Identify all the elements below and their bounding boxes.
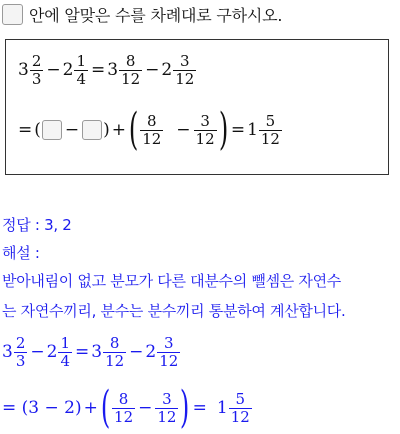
whole-number: 1 (216, 398, 228, 418)
question-text: 안에 알맞은 수를 차례대로 구하시오. (29, 6, 283, 25)
right-paren: ) (103, 120, 110, 140)
whole-difference: = (3 − 2) (2, 398, 82, 418)
whole-number: 3 (91, 342, 103, 362)
fraction: $\frac{3}{12}$ (157, 390, 177, 426)
fraction: $\frac{2}{3}$ (15, 334, 26, 370)
fraction: $\frac{5}{12}$ (260, 112, 280, 148)
fraction: $\frac{8}{12}$ (114, 390, 134, 426)
fraction: $\frac{8}{12}$ (121, 52, 141, 88)
whole-number: 2 (46, 342, 58, 362)
whole-number: 3 (107, 60, 119, 80)
fraction: $\frac{8}{12}$ (142, 112, 162, 148)
fraction: $\frac{2}{3}$ (31, 52, 42, 88)
big-left-paren: ( (100, 382, 111, 433)
explanation-math-line-1 (2, 335, 181, 369)
minus-sign: − (129, 342, 144, 362)
plus-sign: + (83, 398, 98, 418)
left-paren: ( (34, 120, 41, 140)
explanation-text-2: 는 자연수끼리, 분수는 분수끼리 통분하여 계산합니다. (2, 302, 346, 320)
minus-sign: − (138, 398, 153, 418)
fraction: $\frac{3}{12}$ (195, 112, 215, 148)
answer-blank-2[interactable] (82, 120, 102, 140)
whole-number: 2 (145, 342, 157, 362)
minus-sign: − (30, 342, 45, 362)
explanation-text-1: 받아내림이 없고 분모가 다른 대분수의 뺄셈은 자연수 (2, 272, 341, 290)
fraction: $\frac{3}{12}$ (159, 334, 179, 370)
equals-sign: = (75, 342, 90, 362)
whole-number: 3 (18, 60, 29, 80)
equals-sign: = (192, 398, 207, 418)
equals-sign: = (18, 120, 33, 140)
whole-number: 2 (161, 60, 173, 80)
big-right-paren: ) (218, 104, 228, 155)
minus-sign: − (64, 120, 80, 140)
problem-line-2 (18, 104, 283, 155)
fraction: $\frac{8}{12}$ (105, 334, 125, 370)
big-left-paren: ( (128, 104, 139, 155)
explanation-label: 해설 : (2, 244, 40, 262)
equals-sign: = (230, 120, 246, 140)
whole-number: 2 (62, 60, 74, 80)
answer-blank-1[interactable] (42, 120, 62, 140)
minus-sign: − (46, 60, 61, 80)
answer-line: 정답 : 3, 2 (2, 216, 72, 234)
explanation-math-line-2 (2, 382, 253, 433)
big-right-paren: ) (180, 382, 190, 433)
fraction: $\frac{3}{12}$ (175, 52, 195, 88)
blank-box-icon (2, 4, 23, 25)
fraction: $\frac{5}{12}$ (230, 390, 250, 426)
minus-sign: − (176, 120, 191, 140)
problem-box (5, 39, 389, 175)
problem-line-1 (18, 53, 197, 87)
equals-sign: = (91, 60, 106, 80)
question-line (2, 3, 282, 26)
fraction: $\frac{1}{4}$ (76, 52, 86, 88)
whole-number: 3 (2, 342, 13, 362)
minus-sign: − (145, 60, 160, 80)
whole-number: 1 (247, 120, 258, 140)
fraction: $\frac{1}{4}$ (60, 334, 70, 370)
plus-sign: + (111, 120, 127, 140)
